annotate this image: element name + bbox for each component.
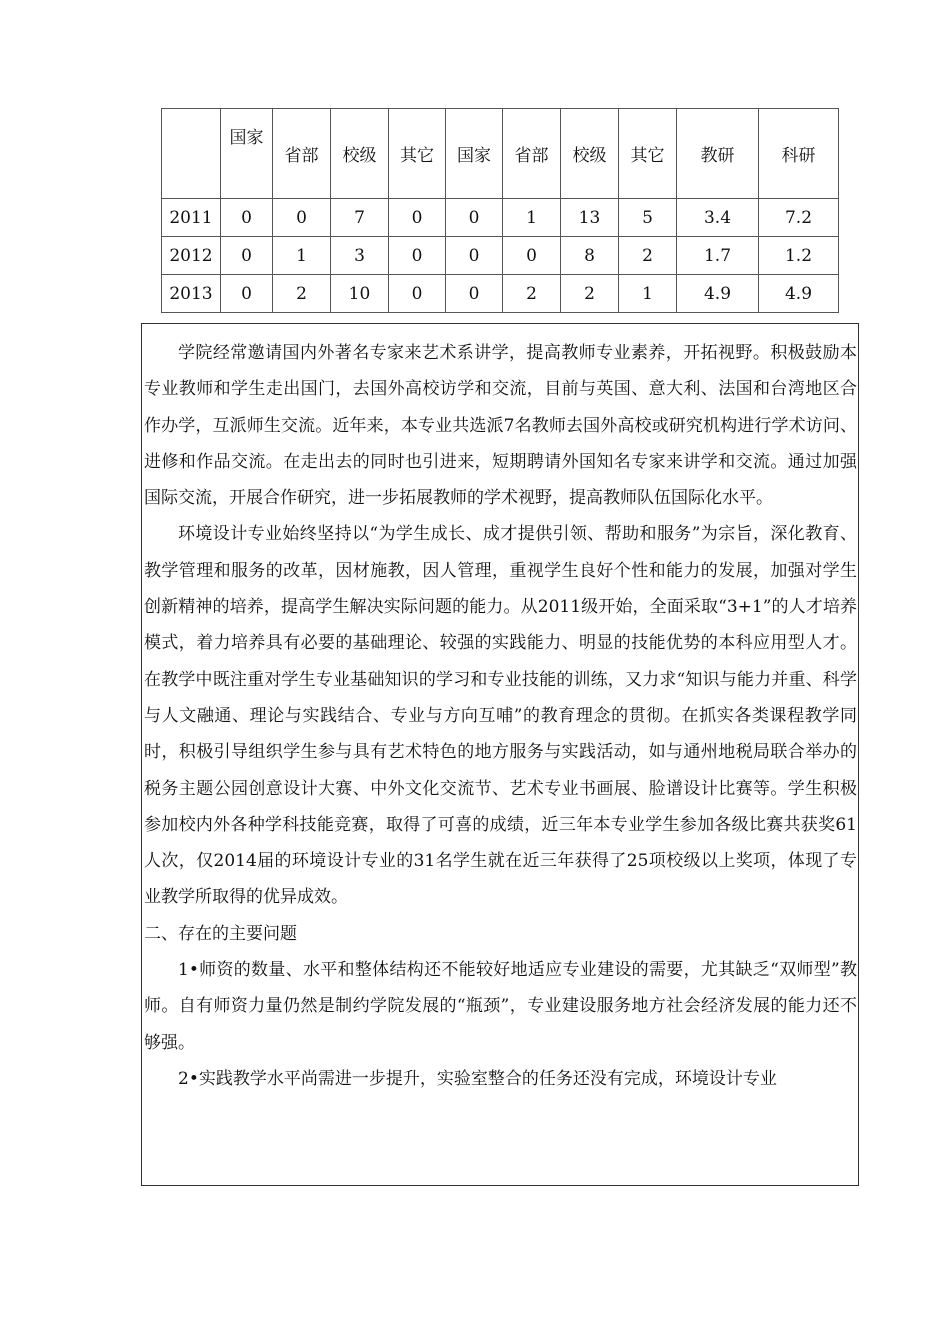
table-cell: 3.4 [677,199,759,237]
table-cell: 5 [619,199,677,237]
table-cell: 7.2 [759,199,839,237]
paragraph-international-exchange: 学院经常邀请国内外著名专家来艺术系讲学，提高教师专业素养，开拓视野。积极鼓励本专业教师和学生走出国门，去国外高校访学和交流，目前与英国、意大利、法国和台湾地区合作办学，互派师生交流。近年来，本专业共选派7名教师去国外高校或研究机构进行学术访问、进修和作品交流。在走出去的同时也引进来，短期聘请外国知名专家来讲学和交流。通过加强国际交流，开展合作研究，进一步拓展教师的学术视野，提高教师队伍国际化水平。 [144,343,857,509]
table-cell: 0 [389,237,446,275]
table-cell: 0 [446,237,503,275]
table-cell: 4.9 [759,275,839,313]
section-heading: 二、存在的主要问题 [144,923,297,944]
table-cell: 1 [503,199,561,237]
table-cell: 0 [389,275,446,313]
table-cell: 10 [331,275,389,313]
table-cell: 2 [561,275,619,313]
table-row [162,275,839,313]
header-cell: 国家 [221,109,273,199]
year-cell: 2012 [162,237,221,275]
table-cell: 8 [561,237,619,275]
table-cell: 0 [273,199,331,237]
paragraph-talent-cultivation: 环境设计专业始终坚持以“为学生成长、成才提供引领、帮助和服务”为宗旨，深化教育、教学管理和服务的改革，因材施教，因人管理，重视学生良好个性和能力的发展，加强对学生创新精神的培养，提高学生解决实际问题的能力。从2011级开始，全面采取“3+1”的人才培养模式，着力培养具有必要的基础理论、较强的实践能力、明显的技能优势的本科应用型人才。在教学中既注重对学生专业基础知识的学习和专业技能的训练，又力求“知识与能力并重、科学与人文融通、理论与实践结合、专业与方向互哺”的教育理念的贯彻。在抓实各类课程教学同时，积极引导组织学生参与具有艺术特色的地方服务与实践活动，如与通州地税局联合举办的税务主题公园创意设计大赛、中外文化交流节、艺术专业书画展、脸谱设计比赛等。学生积极参加校内外各种学科技能竞赛，取得了可喜的成绩，近三年本专业学生参加各级比赛共获奖61人次，仅2014届的环境设计专业的31名学生就在近三年获得了25项校级以上奖项，体现了专业教学所取得的优异成效。 [144,524,857,908]
table-cell: 1 [273,237,331,275]
table-cell: 1.7 [677,237,759,275]
table-header-row [162,109,839,199]
table-cell: 2 [619,237,677,275]
table-cell: 1.2 [759,237,839,275]
table-cell: 3 [331,237,389,275]
header-cell: 科研 [759,109,839,199]
table-cell: 1 [619,275,677,313]
text-box [141,323,859,1186]
year-cell: 2011 [162,199,221,237]
table-row [162,237,839,275]
table-cell: 0 [221,237,273,275]
table-cell: 2 [503,275,561,313]
table-cell: 4.9 [677,275,759,313]
table-cell: 0 [503,237,561,275]
table-cell: 13 [561,199,619,237]
year-cell: 2013 [162,275,221,313]
table-cell: 0 [389,199,446,237]
table-cell: 7 [331,199,389,237]
header-cell: 其它 [619,109,677,199]
statistics-table [161,108,839,313]
header-cell: 省部 [503,109,561,199]
header-cell [162,109,221,199]
table-cell: 0 [446,275,503,313]
paragraph-issue-2: 2•实践教学水平尚需进一步提升，实验室整合的任务还没有完成，环境设计专业 [178,1068,777,1089]
header-cell: 教研 [677,109,759,199]
table-cell: 0 [446,199,503,237]
header-cell: 校级 [331,109,389,199]
header-cell: 其它 [389,109,446,199]
header-cell: 国家 [446,109,503,199]
header-cell: 省部 [273,109,331,199]
table-cell: 2 [273,275,331,313]
table-row [162,199,839,237]
table-cell: 0 [221,199,273,237]
header-cell: 校级 [561,109,619,199]
table-cell: 0 [221,275,273,313]
paragraph-issue-1: 1•师资的数量、水平和整体结构还不能较好地适应专业建设的需要，尤其缺乏“双师型”教师。自有师资力量仍然是制约学院发展的“瓶颈”，专业建设服务地方社会经济发展的能力还不够强。 [144,960,857,1053]
